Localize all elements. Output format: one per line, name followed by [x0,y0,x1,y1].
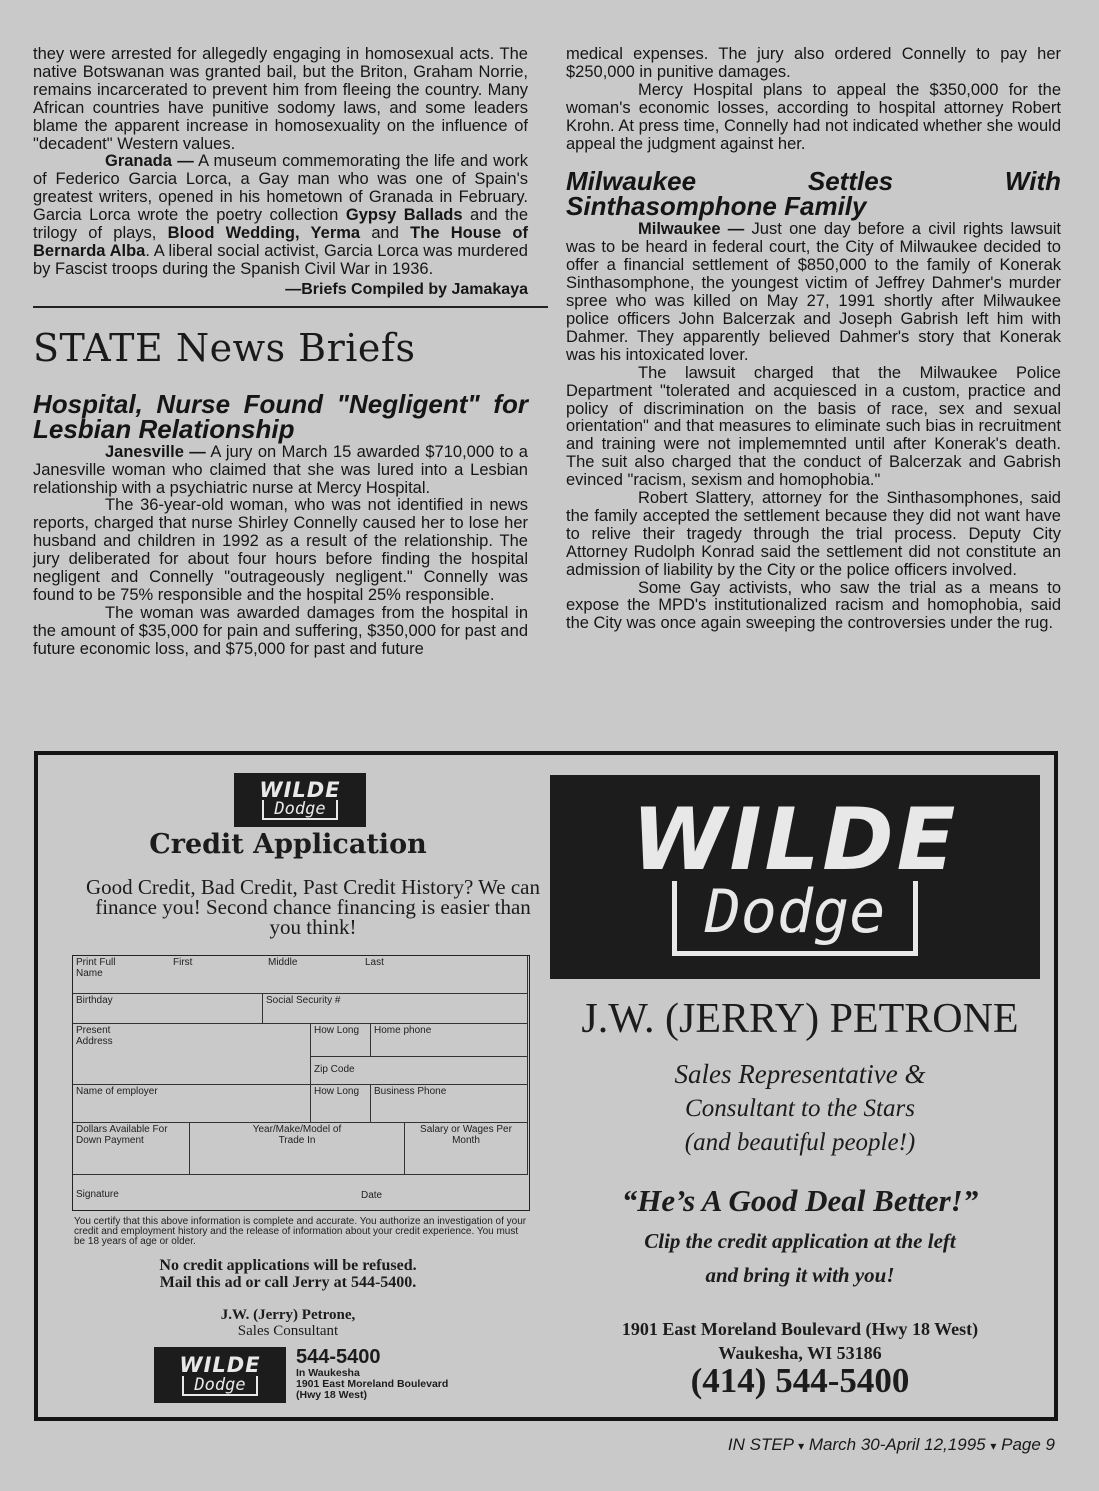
credit-application-title: Credit Application [149,829,427,860]
clip-line-2: and bring it with you! [705,1263,895,1287]
international-brief-paragraph: they were arrested for allegedly engaging in homosexual acts. The native Botswanan was granted bail, but the Briton, Graham Norrie, remains incarcerated to prevent him from fleeing the country. Many African countries have punitive sodomy laws, and some leaders blame the apparent increase in homosexuality on the influence of "decadent" Western values. [33,45,528,153]
left-column [33,46,528,659]
dealer-phone: 544-5400 [296,1346,381,1368]
wilde-dodge-logo-small: WILDE Dodge [154,1347,286,1403]
birthday-field[interactable]: Birthday [73,994,263,1024]
social-security-field[interactable]: Social Security # [263,994,528,1024]
signature-field[interactable]: Signature Date [76,1189,383,1201]
milwaukee-headline: Milwaukee Settles With Sinthasomphone Family [566,166,1061,222]
footer-separator-icon: ▾ [990,1439,997,1453]
down-payment-field[interactable]: Dollars Available For Down Payment [73,1123,190,1175]
milwaukee-dateline: Milwaukee — [638,220,745,239]
publication-name: IN STEP [727,1435,794,1454]
no-refusal-line: No credit applications will be refused. [159,1257,417,1274]
granada-brief: Granada — A museum commemorating the life and work of Federico Garcia Lorca, a Gay man who was one of Spain's greatest writers, opened in his hometown of Granada in February. Garcia Lorca wrote the poetry collection Gypsy Ballads and the trilogy of plays, Blood Wedding, Yerma and The House of Bernarda Alba. A liberal social activist, Garcia Lorca was murdered by Fascist troops during the Spanish Civil War in 1936. [33,152,528,278]
briefs-credit: —Briefs Compiled by Jamakaya [285,280,528,298]
dealer-contact-block: 544-5400 In Waukesha 1901 East Moreland Boulevard (Hwy 18 West) [296,1346,449,1401]
hospital-headline: Hospital, Nurse Found "Negligent" for Lesbian Relationship [33,388,528,444]
employer-field[interactable]: Name of employer [73,1085,311,1123]
contact-name: J.W. (Jerry) Petrone, [220,1307,356,1323]
fine-print: You certify that this above information is complete and accurate. You authorize an investigation of your credit and employment history and the release of information about your credit experience. You must be 18 years of age or older. [74,1216,527,1247]
page-number: Page 9 [1001,1435,1055,1454]
salary-field[interactable]: Salary or Wages Per Month [405,1123,528,1175]
present-address-field[interactable]: Present Address [73,1024,311,1085]
article-paragraph: The woman was awarded damages from the hospital in the amount of $35,000 for pain and suffering, $350,000 for past and future economic loss, and $75,000 for past and future [33,603,528,658]
janesville-dateline: Janesville — [105,442,206,461]
mail-call-line: Mail this ad or call Jerry at 544-5400. [159,1274,417,1291]
zip-code-field[interactable]: Zip Code [311,1057,528,1085]
section-divider [33,306,548,308]
wilde-dodge-logo-large: WILDE Dodge [550,775,1040,979]
article-paragraph: medical expenses. The jury also ordered Connelly to pay her $250,000 in punitive damages. [566,45,1061,81]
janesville-paragraph: Janesville — A jury on March 15 awarded $710,000 to a Janesville woman who claimed that she was lured into a Lesbian relationship with a psychiatric nurse at Mercy Hospital. [33,442,528,497]
wilde-dodge-advertisement [34,751,1058,1421]
milwaukee-paragraph: Milwaukee — Just one day before a civil rights lawsuit was to be heard in federal court, the City of Milwaukee decided to offer a financial settlement of $850,000 to the family of Konerak Sinthasomphone, the youngest victim of Jeffrey Dahmer's murder spree who was killed on May 27, 1991 shortly after Milwaukee police officers John Balcerzak and Joseph Gabrish left him with Dahmer. They apparently believed Dahmer's story that Konerak was his intoxicated lover. [566,220,1061,364]
credit-application-subtitle: Good Credit, Bad Credit, Past Credit History? We can finance you! Second chance financing is easier than you think! [85,875,540,939]
address-line-2: Waukesha, WI 53186 [718,1343,882,1363]
wilde-dodge-logo: WILDE Dodge [234,773,366,827]
right-column [566,46,1061,633]
rep-line-1: Sales Representative & [674,1059,926,1089]
article-paragraph: Robert Slattery, attorney for the Sinthasomphones, said the family accepted the settlement because they did not want have to relive their tragedy through the trial process. Deputy City Attorney Rudolph Konrad said the settlement did not constitute an admission of liability by the City or the police officers involved. [566,489,1061,579]
issue-dates: March 30-April 12,1995 [808,1435,986,1454]
sales-rep-panel [542,755,1058,1417]
title-bernarda-alba: The House of Bernarda Alba [33,224,528,260]
how-long-employer-field[interactable]: How Long [311,1085,371,1123]
rep-line-3: (and beautiful people!) [684,1129,916,1156]
credit-application-form[interactable] [72,955,530,1211]
granada-dateline: Granada — [105,152,194,171]
phone-number: (414) 544-5400 [690,1361,910,1400]
section-title: STATE News Briefs [33,325,416,370]
article-paragraph: Mercy Hospital plans to appeal the $350,000 for the woman's economic losses, according to hospital attorney Robert Krohn. At press time, Connelly had not indicated whether she would appeal the judgment against her. [566,80,1061,153]
title-gypsy-ballads: Gypsy Ballads [345,206,463,225]
business-phone-field[interactable]: Business Phone [371,1085,528,1123]
article-paragraph: The lawsuit charged that the Milwaukee Police Department "tolerated and acquiesced in a custom, practice and policy of discrimination on the basis of race, sex and sexual orientation" and that measures to eliminate such bias in recruitment and training were not implememnted until after Konerak's death. The suit also charged that the conduct of Balcerzak and Gabrish evinced "racism, sexism and homophobia." [566,363,1061,490]
address-line-1: 1901 East Moreland Boulevard (Hwy 18 West) [621,1319,979,1339]
rep-name: J.W. (JERRY) PETRONE [581,996,1019,1042]
page-footer [728,1435,1055,1455]
title-blood-wedding: Blood Wedding, Yerma [167,224,361,243]
home-phone-field[interactable]: Home phone [371,1024,528,1057]
credit-application-panel [38,755,538,1417]
clip-line-1: Clip the credit application at the left [644,1229,956,1253]
rep-line-2: Consultant to the Stars [685,1095,915,1122]
full-name-field[interactable]: Print Full Name First Middle Last [73,956,528,994]
article-paragraph: Some Gay activists, who saw the trial as a means to expose the MPD's institutionalized racism and homophobia, said the City was once again sweeping the controversies under the rug. [566,578,1061,633]
date-label: Date [361,1190,383,1201]
slogan: “He’s A Good Deal Better!” [621,1183,979,1218]
trade-in-field[interactable]: Year/Make/Model of Trade In [190,1123,405,1175]
how-long-address-field[interactable]: How Long [311,1024,371,1057]
article-paragraph: The 36-year-old woman, who was not identified in news reports, charged that nurse Shirley Connelly caused her to lose her husband and children in 1992 as a result of the relationship. The jury deliberated for about four hours before finding the hospital negligent and Connelly "outrageously negligent." Connelly was found to be 75% responsible and the hospital 25% responsible. [33,496,528,604]
footer-separator-icon: ▾ [798,1439,805,1453]
contact-title: Sales Consultant [237,1323,339,1339]
